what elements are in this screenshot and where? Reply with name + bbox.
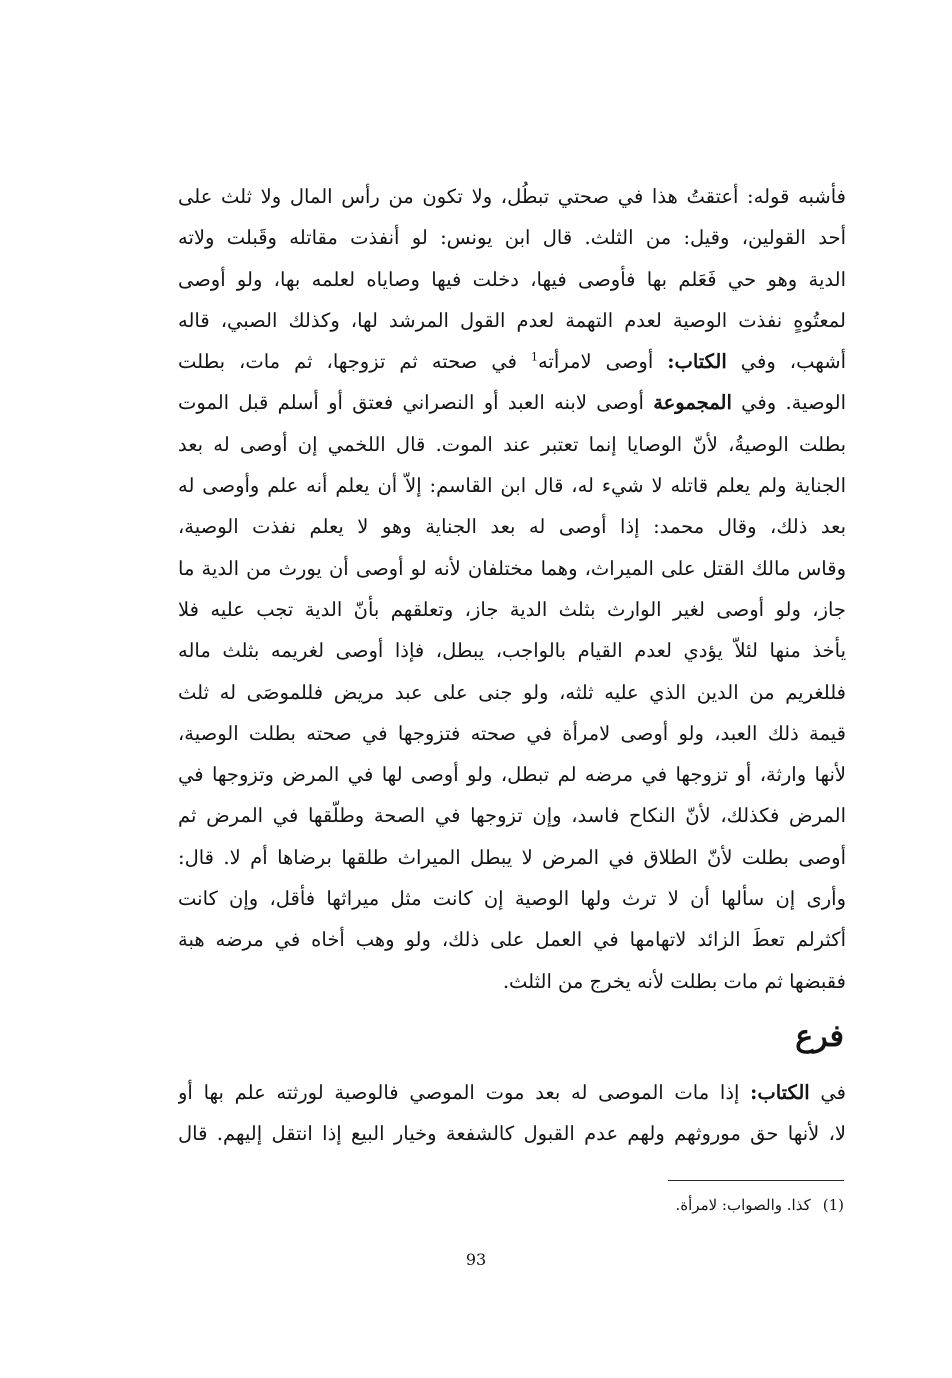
text-segment: أوصى لامرأته (537, 350, 668, 374)
text-line: وأرى إن سألها أن لا ترث ولها الوصية إن كانت مثل ميراثها فأقل، وإن كانت (178, 887, 846, 911)
text-line: يأخذ منها لئلاّ يؤدي لعدم القيام بالواجب، يبطل، فإذا أوصى لغريمه بثلث ماله (178, 639, 846, 663)
text-segment: الوصية. وفي (731, 391, 846, 415)
text-line: وقاس مالك القتل على الميراث، وهما مختلفان لأنه لو أوصى أن يورث من الدية ما (178, 556, 846, 580)
text-line: الجناية ولم يعلم قاتله لا شيء له، قال ابن القاسم: إلاّ أن يعلم أنه علم وأوصى له (178, 474, 846, 498)
text-line: أكثرلم تعطَ الزائد لاتهامها في العمل على ذلك، ولو وهب أخاه في مرضه هبة (178, 928, 846, 952)
text-line: بطلت الوصيةُ، لأنّ الوصايا إنما تعتبر عند الموت. قال اللخمي إن أوصى له بعد (178, 432, 846, 456)
text-line: أوصى بطلت لأنّ الطلاق في المرض لا يبطل الميراث طلقها برضاها أم لا. قال: (178, 845, 846, 869)
footnote-text: كذا. والصواب: لامرأة. (675, 1196, 811, 1214)
text-line (178, 341, 846, 382)
source-name-bold: الكتاب: (750, 1081, 810, 1104)
text-line: المرض فكذلك، لأنّ النكاح فاسد، وإن تزوجها في الصحة وطلّقها في المرض ثم (178, 804, 846, 828)
text-line: لمعتُوهٍ نفذت الوصية لعدم التهمة لعدم القول المرشد لها، وكذلك الصبي، قاله (178, 308, 846, 332)
text-line (178, 382, 846, 423)
text-line: قيمة ذلك العبد، ولو أوصى لامرأة في صحته فتزوجها في صحته بطلت الوصية، (178, 721, 846, 745)
text-line: جاز، ولو أوصى لغير الوارث بثلث الدية جاز، وتعلقهم بأنّ الدية تجب عليه فلا (178, 597, 846, 621)
text-line: أحد القولين، وقيل: من الثلث. قال ابن يونس: لو أنفذت مقاتله وقَبلت ولاته (178, 226, 846, 250)
text-segment: أشهب، وفي (726, 350, 846, 374)
text-line: فللغريم من الدين الذي عليه ثلثه، ولو جنى على عبد مريض فللموصَى له ثلث (178, 680, 846, 704)
text-segment: في (809, 1081, 846, 1104)
text-segment: إذا مات الموصى له بعد موت الموصي فالوصية لورثته علم بها أو (178, 1081, 751, 1104)
text-segment: أوصى لابنه العبد أو النصراني فعتق أو أسلم قبل الموت (178, 391, 654, 415)
footnote-reference: 1 (530, 350, 538, 364)
text-line: لا، لأنها حق موروثهم ولهم عدم القبول كالشفعة وخيار البيع إذا انتقل إليهم. قال (178, 1122, 846, 1146)
section-heading: فرع (795, 1019, 844, 1054)
source-name-bold: الكتاب: (667, 350, 727, 374)
text-line: بعد ذلك، وقال محمد: إذا أوصى له بعد الجناية وهو لا يعلم نفذت الوصية، (178, 515, 846, 539)
footnote (676, 1190, 845, 1220)
text-line: لأنها وارثة، أو تزوجها في مرضه لم تبطل، ولو أوصى لها في المرض وتزوجها في (178, 763, 846, 787)
footnote-divider (668, 1180, 844, 1181)
page-number: 93 (465, 1250, 487, 1269)
text-line: فقبضها ثم مات بطلت لأنه يخرج من الثلث. (502, 969, 846, 993)
text-line (178, 1072, 846, 1113)
text-line: فأشبه قوله: أعتقتُ هذا في صحتي تبطُل، ولا تكون من رأس المال ولا ثلث على (178, 185, 846, 208)
second-paragraph (178, 1072, 846, 1155)
footnote-marker: (1) (822, 1196, 844, 1214)
text-line: الدية وهو حي فَعَلم بها فأوصى فيها، دخلت فيها وصاياه لعلمه بها، ولو أوصى (178, 267, 846, 291)
main-paragraph (178, 176, 846, 1002)
source-name-bold: المجموعة (653, 391, 732, 415)
text-segment: في صحته ثم تزوجها، ثم مات، بطلت (178, 350, 531, 374)
